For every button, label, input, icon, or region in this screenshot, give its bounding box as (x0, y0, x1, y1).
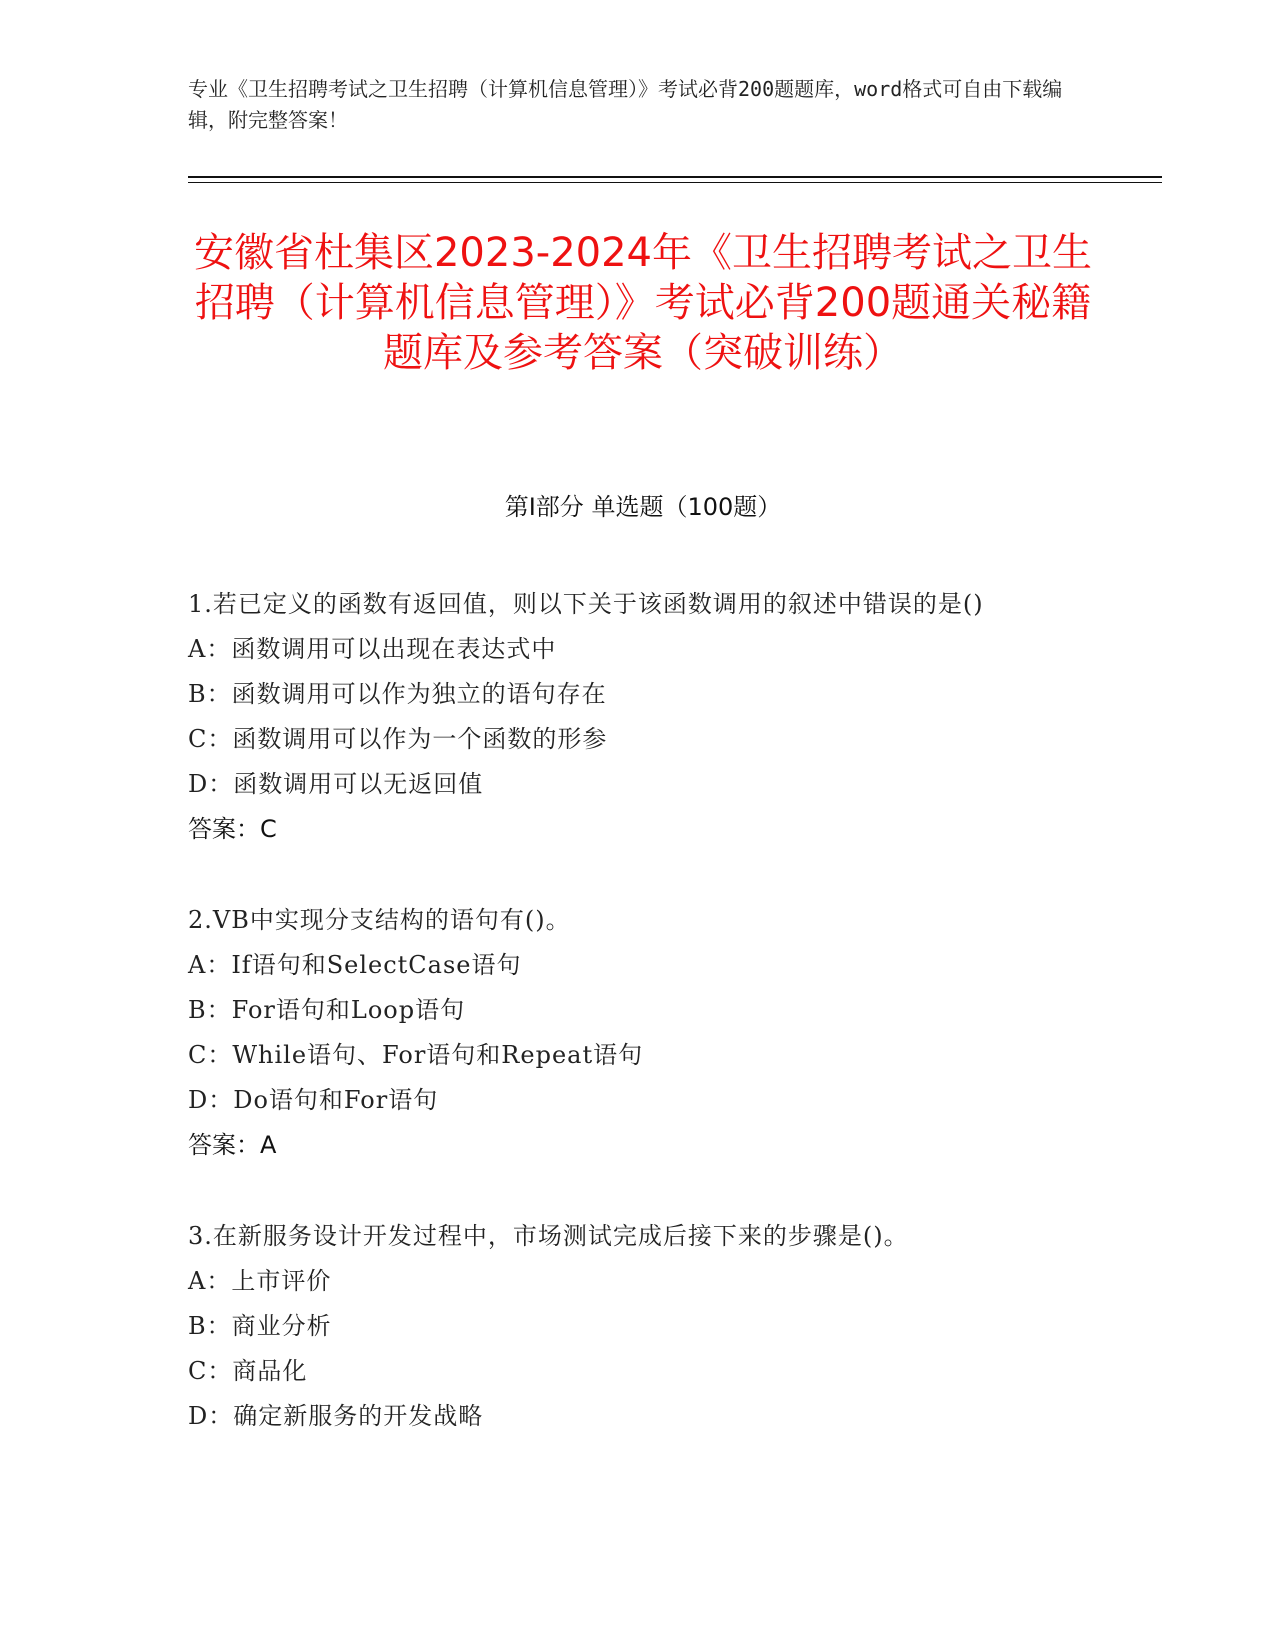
question-3 (188, 1214, 1088, 1439)
question-stem: 3.在新服务设计开发过程中，市场测试完成后接下来的步骤是()。 (188, 1222, 909, 1250)
question-list (188, 582, 1088, 1485)
section-title: 第Ⅰ部分 单选题（100题） (504, 493, 782, 521)
header-note: 专业《卫生招聘考试之卫生招聘（计算机信息管理）》考试必背200题题库，word格式可自由下载编辑，附完整答案！ (188, 77, 1063, 132)
option-c: C：函数调用可以作为一个函数的形参 (188, 725, 608, 753)
option-d: D：Do语句和For语句 (188, 1086, 439, 1114)
question-2 (188, 898, 1088, 1168)
header-divider-thin (188, 182, 1162, 183)
document-title: 安徽省杜集区2023-2024年《卫生招聘考试之卫生招聘（计算机信息管理）》考试必背200题通关秘籍题库及参考答案（突破训练） (193, 230, 1093, 376)
question-1 (188, 582, 1088, 852)
option-c: C：商品化 (188, 1357, 308, 1385)
option-a: A：上市评价 (188, 1267, 332, 1295)
option-b: B：函数调用可以作为独立的语句存在 (188, 680, 607, 708)
option-d: D：确定新服务的开发战略 (188, 1402, 484, 1430)
question-stem: 1.若已定义的函数有返回值，则以下关于该函数调用的叙述中错误的是() (188, 590, 984, 618)
answer-label: 答案：A (188, 1131, 277, 1159)
option-a: A：If语句和SelectCase语句 (188, 951, 522, 979)
option-d: D：函数调用可以无返回值 (188, 770, 484, 798)
option-c: C：While语句、For语句和Repeat语句 (188, 1041, 644, 1069)
header-divider-thick (188, 176, 1162, 178)
option-a: A：函数调用可以出现在表达式中 (188, 635, 557, 663)
option-b: B：For语句和Loop语句 (188, 996, 466, 1024)
question-stem: 2.VB中实现分支结构的语句有()。 (188, 906, 571, 934)
option-b: B：商业分析 (188, 1312, 332, 1340)
answer-label: 答案：C (188, 815, 277, 843)
